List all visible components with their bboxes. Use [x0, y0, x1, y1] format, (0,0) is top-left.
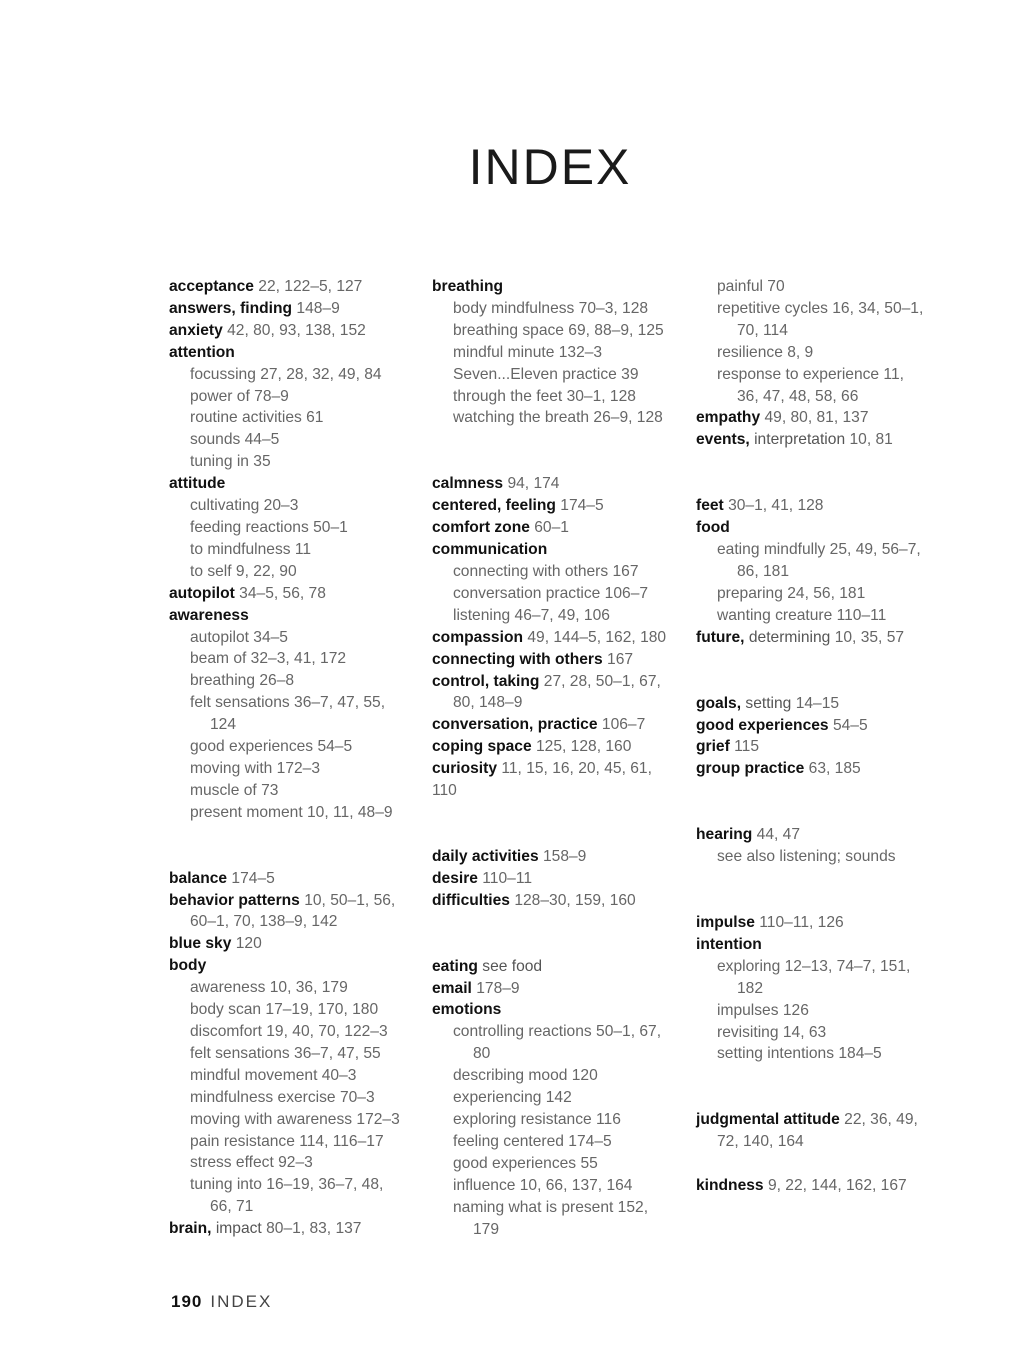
index-entry: [696, 912, 941, 934]
index-wrap-line: 179: [473, 1220, 500, 1238]
index-wrap-line: 80, 148–9: [453, 694, 523, 712]
index-entry: [169, 890, 414, 912]
index-wrap-line: 36, 47, 48, 58, 66: [737, 387, 859, 405]
index-subentry: preparing 24, 56, 181: [717, 584, 866, 602]
section-gap: [696, 1065, 941, 1109]
page-refs: 11, 15, 16, 20, 45, 61,: [501, 760, 652, 778]
index-subentry: wanting creature 110–11: [717, 606, 887, 624]
index-subentry: eating mindfully 25, 49, 56–7,: [717, 541, 921, 559]
index-subentry: stress effect 92–3: [190, 1154, 313, 1172]
page-refs: 44, 47: [756, 826, 801, 844]
index-subentry: feeding reactions 50–1: [190, 518, 348, 536]
index-entry: [169, 955, 414, 977]
index-entry: [432, 539, 677, 561]
page-refs: 128–30, 159, 160: [514, 891, 636, 909]
index-entry: [696, 934, 941, 956]
index-subentry: Seven...Eleven practice 39: [453, 365, 639, 383]
index-subentry: discomfort 19, 40, 70, 122–3: [190, 1023, 388, 1040]
index-subentry: mindful minute 132–3: [453, 343, 603, 361]
page-refs: 54–5: [832, 716, 868, 734]
headword: empathy: [696, 409, 761, 427]
index-subentry: muscle of 73: [190, 781, 279, 799]
headword: kindness: [696, 1177, 764, 1195]
index-entry: [432, 495, 677, 517]
index-subentry: autopilot 34–5: [190, 628, 288, 646]
index-wrap-line: 80: [473, 1045, 491, 1063]
index-entry: [169, 276, 414, 298]
section-gap: [696, 868, 941, 912]
index-subentry: conversation practice 106–7: [453, 584, 649, 602]
headword: judgmental attitude: [696, 1111, 840, 1129]
headword: email: [432, 979, 472, 997]
index-entry: [432, 758, 677, 780]
index-subentry: to self 9, 22, 90: [190, 562, 297, 580]
headword: autopilot: [169, 584, 235, 602]
index-subentry: exploring resistance 116: [453, 1111, 621, 1128]
index-entry: [696, 758, 941, 780]
page-refs: 167: [607, 650, 634, 668]
page-refs: 158–9: [542, 847, 587, 865]
index-subentry: feeling centered 174–5: [453, 1132, 612, 1150]
page-refs: 94, 174: [507, 475, 560, 493]
headword: attention: [169, 343, 235, 361]
index-subentry: exploring 12–13, 74–7, 151,: [717, 957, 911, 975]
headword: future,: [696, 628, 745, 646]
index-subentry: breathing 26–8: [190, 672, 295, 690]
headword: difficulties: [432, 891, 510, 909]
index-subentry: sounds 44–5: [190, 431, 280, 449]
index-entry: [432, 736, 677, 758]
page-refs: 10, 35, 57: [834, 628, 905, 646]
headword: blue sky: [169, 935, 232, 953]
index-subentry: focussing 27, 28, 32, 49, 84: [190, 365, 382, 383]
index-subentry: beam of 32–3, 41, 172: [190, 650, 347, 668]
index-wrap-line: 70, 114: [737, 321, 788, 339]
page-refs: 9, 22, 144, 162, 167: [767, 1177, 907, 1195]
page-refs: 174–5: [231, 869, 275, 887]
index-subentry: painful 70: [717, 278, 785, 295]
headword: calmness: [432, 475, 504, 493]
page-refs: 34–5, 56, 78: [239, 584, 326, 602]
page-refs: 22, 122–5, 127: [258, 278, 363, 295]
page-refs: 10, 81: [849, 431, 893, 449]
headword: emotions: [432, 1001, 502, 1019]
headword: compassion: [432, 628, 523, 646]
page-refs: 125, 128, 160: [536, 738, 632, 756]
section-gap: [432, 802, 677, 846]
qualifier: see food: [482, 957, 543, 975]
index-entry: [432, 890, 677, 912]
index-subentry: tuning into 16–19, 36–7, 48,: [190, 1176, 384, 1194]
qualifier: determining: [748, 628, 831, 646]
index-entry: [696, 1109, 941, 1131]
index-subentry: see also listening; sounds: [717, 848, 896, 866]
headword: food: [696, 519, 730, 537]
section-gap: [696, 649, 941, 693]
qualifier: setting: [745, 694, 792, 712]
index-subentry: naming what is present 152,: [453, 1198, 649, 1216]
index-entry: [432, 517, 677, 539]
page-number: 190: [171, 1292, 203, 1311]
index-subentry: controlling reactions 50–1, 67,: [453, 1023, 662, 1041]
page-refs: 110–11: [482, 869, 533, 887]
index-entry: [169, 605, 414, 627]
index-entry: [169, 1218, 414, 1240]
index-entry: [696, 715, 941, 737]
index-subentry: listening 46–7, 49, 106: [453, 606, 610, 624]
section-gap: [696, 780, 941, 824]
index-entry: [432, 627, 677, 649]
page-refs: 63, 185: [808, 760, 861, 778]
index-subentry: present moment 10, 11, 48–9: [190, 803, 393, 821]
index-subentry: watching the breath 26–9, 128: [453, 409, 663, 427]
index-subentry: impulses 126: [717, 1001, 809, 1019]
index-entry: [432, 714, 677, 736]
headword: awareness: [169, 606, 249, 624]
page-refs: 22, 36, 49,: [844, 1111, 918, 1129]
index-entry: [696, 627, 941, 649]
headword: body: [169, 957, 207, 975]
index-subentry: resilience 8, 9: [717, 343, 814, 361]
index-wrap-line: 66, 71: [210, 1198, 254, 1216]
index-subentry: good experiences 54–5: [190, 738, 353, 756]
index-wrap-line: 124: [210, 716, 237, 734]
index-entry: [432, 956, 677, 978]
headword: events,: [696, 431, 750, 449]
index-subentry: experiencing 142: [453, 1089, 572, 1107]
index-entry: [432, 846, 677, 868]
index-entry: [696, 429, 941, 451]
index-entry: [432, 649, 677, 671]
headword: behavior patterns: [169, 891, 300, 909]
headword: daily activities: [432, 847, 539, 865]
page-refs: 120: [235, 935, 262, 953]
headword: connecting with others: [432, 650, 603, 668]
index-entry: [432, 671, 677, 693]
index-entry: [432, 276, 677, 298]
headword: anxiety: [169, 321, 223, 339]
headword: attitude: [169, 475, 226, 493]
page-refs: 178–9: [476, 979, 520, 997]
page-refs: 42, 80, 93, 138, 152: [227, 321, 366, 339]
index-entry: [169, 583, 414, 605]
section-gap: [432, 429, 677, 473]
index-entry: [169, 933, 414, 955]
section-gap: [169, 824, 414, 868]
index-subentry: moving with 172–3: [190, 759, 321, 777]
index-subentry: tuning in 35: [190, 453, 271, 471]
index-entry: [696, 1175, 941, 1197]
index-entry: [696, 495, 941, 517]
headword: centered, feeling: [432, 497, 556, 515]
section-gap: [696, 451, 941, 495]
headword: conversation, practice: [432, 716, 598, 734]
page-refs: 14–15: [795, 694, 840, 712]
index-wrap-line: 110: [432, 782, 457, 800]
page-refs: 27, 28, 50–1, 67,: [543, 672, 661, 690]
index-subentry: revisiting 14, 63: [717, 1023, 827, 1041]
index-subentry: breathing space 69, 88–9, 125: [453, 321, 664, 339]
index-entry: [432, 999, 677, 1021]
index-subentry: setting intentions 184–5: [717, 1045, 882, 1063]
index-wrap-line: 60–1, 70, 138–9, 142: [190, 913, 338, 931]
index-entry: [169, 473, 414, 495]
index-subentry: felt sensations 36–7, 47, 55: [190, 1044, 381, 1062]
headword: hearing: [696, 826, 753, 844]
index-subentry: felt sensations 36–7, 47, 55,: [190, 694, 386, 712]
headword: acceptance: [169, 278, 254, 295]
headword: desire: [432, 869, 478, 887]
index-subentry: routine activities 61: [190, 409, 324, 427]
index-subentry: mindfulness exercise 70–3: [190, 1088, 375, 1106]
page-refs: 49, 144–5, 162, 180: [527, 628, 667, 646]
index-wrap-line: 182: [737, 979, 764, 997]
index-subentry: describing mood 120: [453, 1067, 598, 1085]
headword: control, taking: [432, 672, 540, 690]
index-subentry: repetitive cycles 16, 34, 50–1,: [717, 299, 924, 317]
headword: breathing: [432, 278, 504, 295]
index-entry: [169, 868, 414, 890]
headword: brain,: [169, 1220, 212, 1238]
index-entry: [432, 978, 677, 1000]
index-column-2: [432, 276, 677, 1240]
headword: intention: [696, 935, 762, 953]
index-subentry: to mindfulness 11: [190, 540, 312, 558]
headword: balance: [169, 869, 228, 887]
page-refs: 174–5: [560, 497, 604, 515]
index-wrap-line: 72, 140, 164: [717, 1133, 804, 1151]
page-refs: 10, 50–1, 56,: [304, 891, 396, 909]
section-gap: [696, 1153, 941, 1175]
index-entry: [432, 473, 677, 495]
index-subentry: response to experience 11,: [717, 365, 904, 383]
index-subentry: connecting with others 167: [453, 562, 639, 580]
index-entry: [169, 298, 414, 320]
page-refs: 60–1: [534, 519, 569, 537]
index-subentry: body scan 17–19, 170, 180: [190, 1001, 379, 1019]
index-entry: [169, 320, 414, 342]
headword: feet: [696, 497, 724, 515]
page-refs: 110–11, 126: [759, 914, 844, 932]
page-refs: 106–7: [601, 716, 646, 734]
page-refs: 115: [734, 738, 760, 756]
index-entry: [696, 407, 941, 429]
headword: goals,: [696, 694, 742, 712]
section-gap: [432, 912, 677, 956]
page-refs: 49, 80, 81, 137: [764, 409, 869, 427]
headword: coping space: [432, 738, 532, 756]
footer-label: INDEX: [210, 1292, 273, 1311]
page-title: INDEX: [468, 139, 632, 195]
index-entry: [169, 342, 414, 364]
headword: grief: [696, 738, 730, 756]
index-column-3: [696, 276, 941, 1197]
index-entry: [432, 868, 677, 890]
index-subentry: cultivating 20–3: [190, 497, 299, 515]
page-refs: 148–9: [296, 299, 340, 317]
headword: curiosity: [432, 760, 497, 778]
index-entry: [696, 824, 941, 846]
headword: group practice: [696, 760, 805, 778]
headword: answers, finding: [169, 299, 293, 317]
page-refs: 80–1, 83, 137: [266, 1220, 362, 1238]
headword: eating: [432, 957, 478, 975]
index-entry: [696, 517, 941, 539]
index-subentry: influence 10, 66, 137, 164: [453, 1176, 633, 1194]
qualifier: impact: [215, 1220, 262, 1238]
index-subentry: moving with awareness 172–3: [190, 1110, 400, 1128]
headword: good experiences: [696, 716, 829, 734]
index-subentry: good experiences 55: [453, 1154, 598, 1172]
index-subentry: awareness 10, 36, 179: [190, 979, 348, 997]
index-entry: [696, 693, 941, 715]
index-subentry: through the feet 30–1, 128: [453, 387, 636, 405]
index-subentry: mindful movement 40–3: [190, 1066, 357, 1084]
headword: communication: [432, 541, 548, 559]
page-footer: [171, 1292, 272, 1312]
index-subentry: power of 78–9: [190, 387, 289, 405]
index-column-1: [169, 276, 414, 1240]
index-subentry: pain resistance 114, 116–17: [190, 1132, 384, 1150]
index-subentry: body mindfulness 70–3, 128: [453, 299, 649, 317]
index-entry: [696, 736, 941, 758]
headword: comfort zone: [432, 519, 530, 537]
qualifier: interpretation: [754, 431, 846, 449]
page-refs: 30–1, 41, 128: [728, 497, 824, 515]
index-wrap-line: 86, 181: [737, 562, 790, 580]
headword: impulse: [696, 914, 755, 932]
